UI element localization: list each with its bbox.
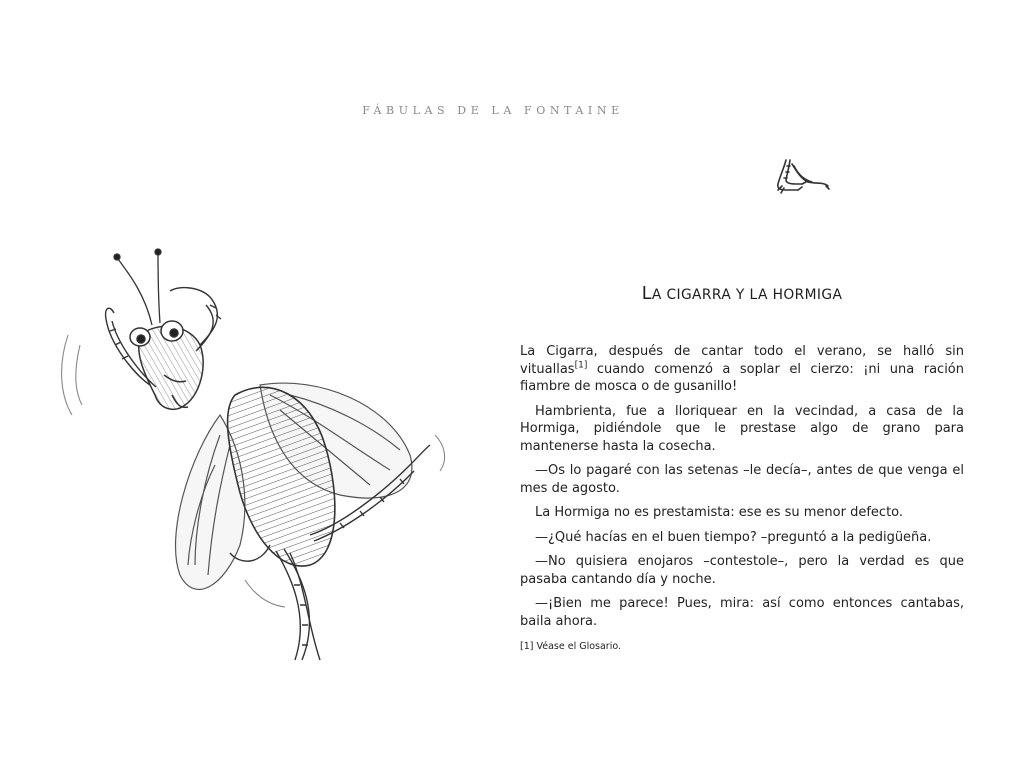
paragraph-6: —No quisiera enojaros –contestole–, pero la verdad es que pasaba cantando día y noche. — [520, 554, 964, 587]
ant-feet-ornament — [768, 156, 834, 200]
fable-title-rest: A CIGARRA Y LA HORMIGA — [651, 287, 843, 303]
paragraph-2: Hambrienta, fue a lloriquear en la vecindad, a casa de la Hormiga, pidiéndole que le prestase algo de grano para mantenerse hasta la cosecha. — [520, 403, 964, 454]
fable-text — [520, 343, 964, 637]
paragraph-5: —¿Qué hacías en el buen tiempo? –preguntó a la pedigüeña. — [535, 529, 932, 545]
cicada-illustration — [40, 235, 480, 665]
paragraph-1: La Cigarra, después de cantar todo el verano, se halló sin vituallas[1] cuando comenzó a soplar el cierzo: ¡ni una ración fiambre de mosca o de gusanillo! — [520, 344, 964, 394]
paragraph-7: —¡Bien me parece! Pues, mira: así como entonces cantabas, baila ahora. — [520, 596, 964, 629]
fable-title-initial: L — [641, 284, 652, 304]
footnote: [1] Véase el Glosario. — [520, 641, 622, 652]
cicada-antennae — [114, 249, 161, 325]
paragraph-3: —Os lo pagaré con las setenas –le decía–, antes de que venga el mes de agosto. — [520, 463, 964, 496]
paragraph-4: La Hormiga no es prestamista: ese es su menor defecto. — [535, 505, 904, 520]
footnote-reference[interactable]: [1] — [574, 360, 588, 371]
cicada-head — [130, 321, 203, 409]
running-header: FÁBULAS DE LA FONTAINE — [362, 104, 624, 117]
fable-title — [520, 284, 964, 304]
